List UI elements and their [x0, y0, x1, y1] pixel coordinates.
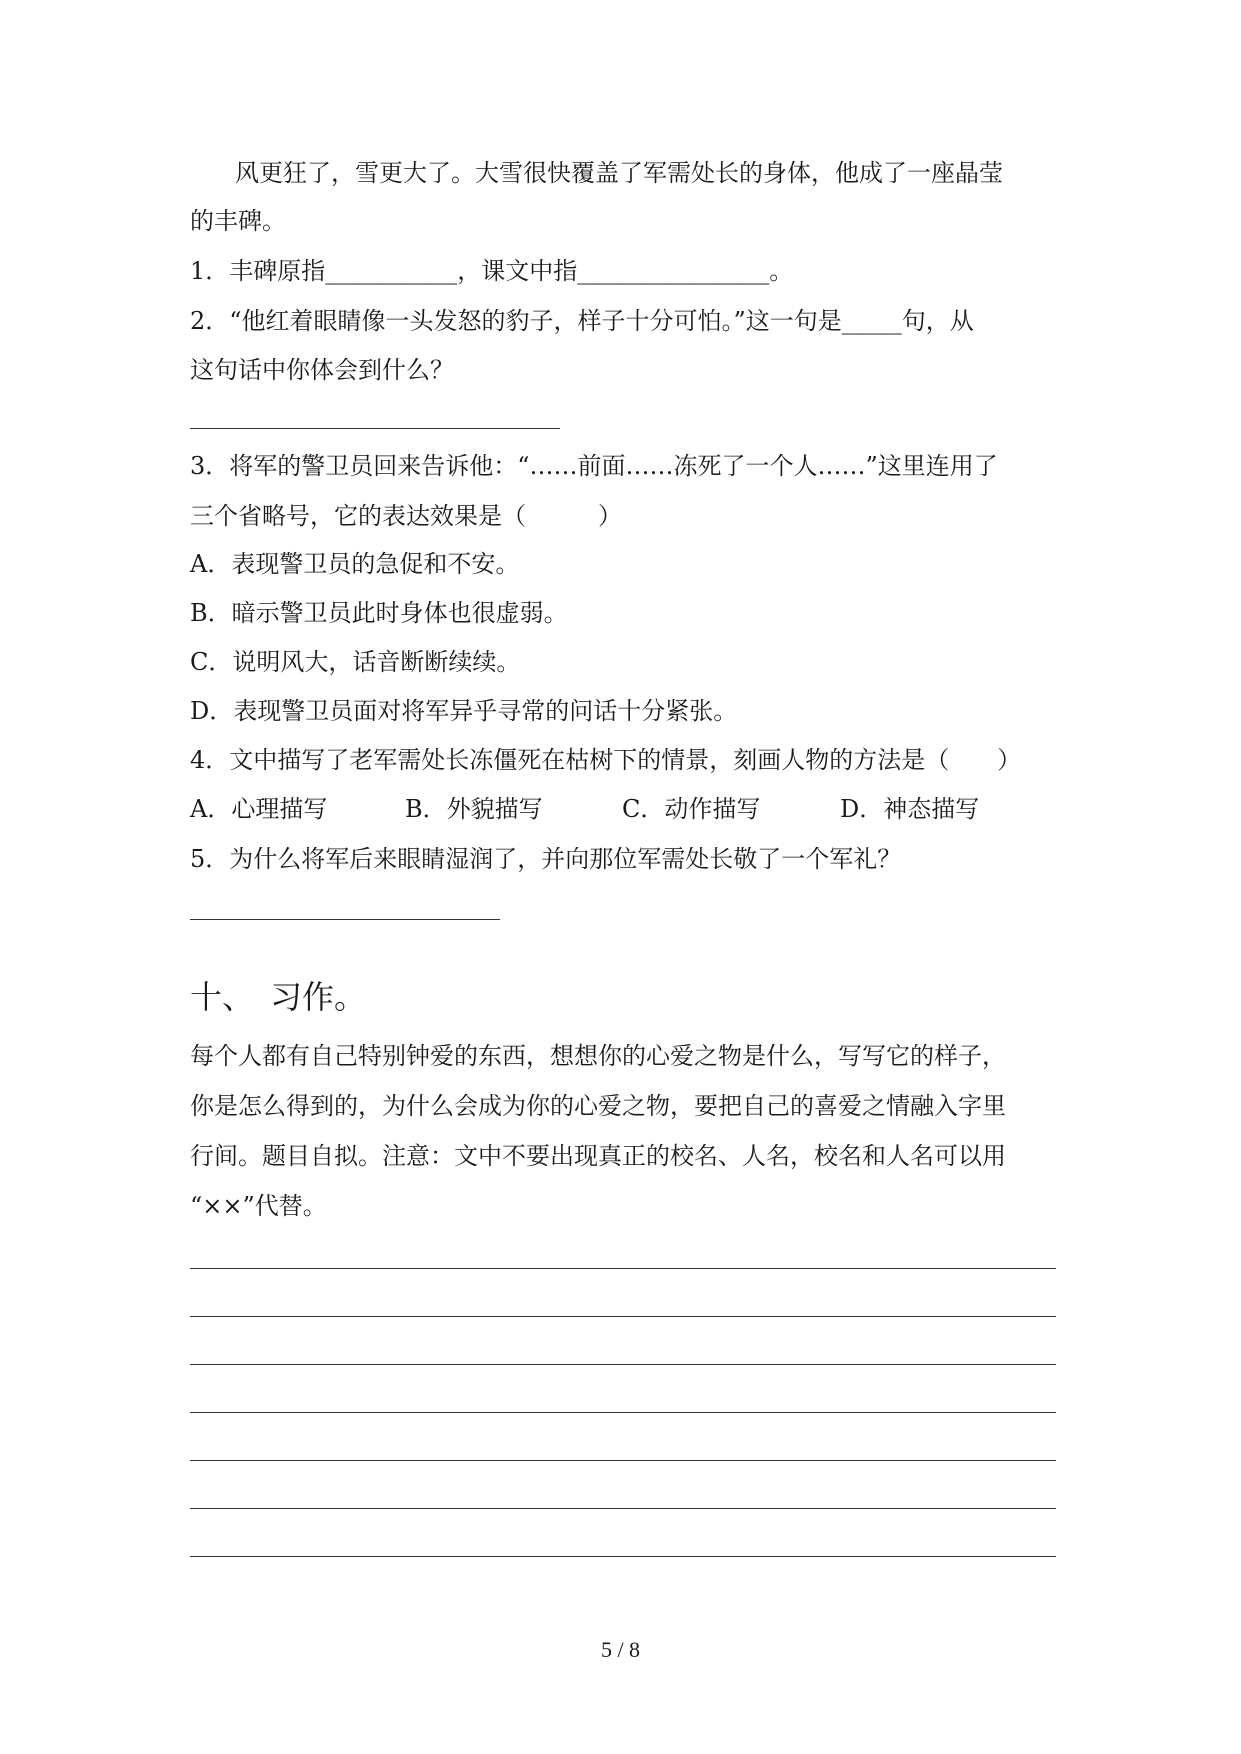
- question-3-line-2: 三个省略号，它的表达效果是（ ）: [190, 502, 622, 530]
- writing-line[interactable]: [190, 1556, 1056, 1557]
- passage-line-1: 风更狂了，雪更大了。大雪很快覆盖了军需处长的身体，他成了一座晶莹: [235, 159, 1003, 187]
- writing-line[interactable]: [190, 1364, 1056, 1365]
- answer-line-q2[interactable]: [190, 428, 560, 429]
- question-5: 5．为什么将军后来眼睛湿润了，并向那位军需处长敬了一个军礼？: [190, 845, 902, 873]
- q4-option-a[interactable]: A．心理描写: [190, 795, 328, 823]
- writing-prompt-line-2: 你是怎么得到的，为什么会成为你的心爱之物，要把自己的喜爱之情融入字里: [190, 1092, 1006, 1120]
- q4-option-d[interactable]: D．神态描写: [840, 795, 980, 823]
- q3-option-d[interactable]: D．表现警卫员面对将军异乎寻常的问话十分紧张。: [190, 697, 738, 725]
- question-4: 4．文中描写了老军需处长冻僵死在枯树下的情景，刻画人物的方法是（ ）: [190, 746, 1022, 774]
- question-2-line-2: 这句话中你体会到什么？: [190, 356, 454, 384]
- passage-line-2: 的丰碑。: [190, 207, 286, 235]
- writing-section-title: 十、 习作。: [190, 978, 367, 1016]
- answer-line-q5[interactable]: [190, 919, 500, 920]
- writing-line[interactable]: [190, 1412, 1056, 1413]
- writing-prompt-line-3: 行间。题目自拟。注意：文中不要出现真正的校名、人名，校名和人名可以用: [190, 1142, 1006, 1170]
- writing-prompt-line-1: 每个人都有自己特别钟爱的东西，想想你的心爱之物是什么，写写它的样子，: [190, 1042, 1006, 1070]
- page-number: 5 / 8: [600, 1637, 641, 1662]
- writing-line[interactable]: [190, 1268, 1056, 1269]
- q3-option-b[interactable]: B．暗示警卫员此时身体也很虚弱。: [190, 599, 568, 627]
- q3-option-c[interactable]: C．说明风大，话音断断续续。: [190, 648, 521, 676]
- writing-line[interactable]: [190, 1316, 1056, 1317]
- q4-option-b[interactable]: B．外貌描写: [405, 795, 543, 823]
- question-3-line-1: 3．将军的警卫员回来告诉他：“……前面……冻死了一个人……”这里连用了: [190, 452, 998, 480]
- q4-option-c[interactable]: C．动作描写: [622, 795, 761, 823]
- question-1: 1．丰碑原指___________，课文中指________________。: [190, 257, 794, 285]
- q3-option-a[interactable]: A．表现警卫员的急促和不安。: [190, 550, 520, 578]
- question-2-line-1: 2．“他红着眼睛像一头发怒的豹子，样子十分可怕。”这一句是_____句，从: [190, 307, 974, 335]
- writing-prompt-line-4: “××”代替。: [190, 1192, 327, 1220]
- writing-line[interactable]: [190, 1508, 1056, 1509]
- writing-line[interactable]: [190, 1460, 1056, 1461]
